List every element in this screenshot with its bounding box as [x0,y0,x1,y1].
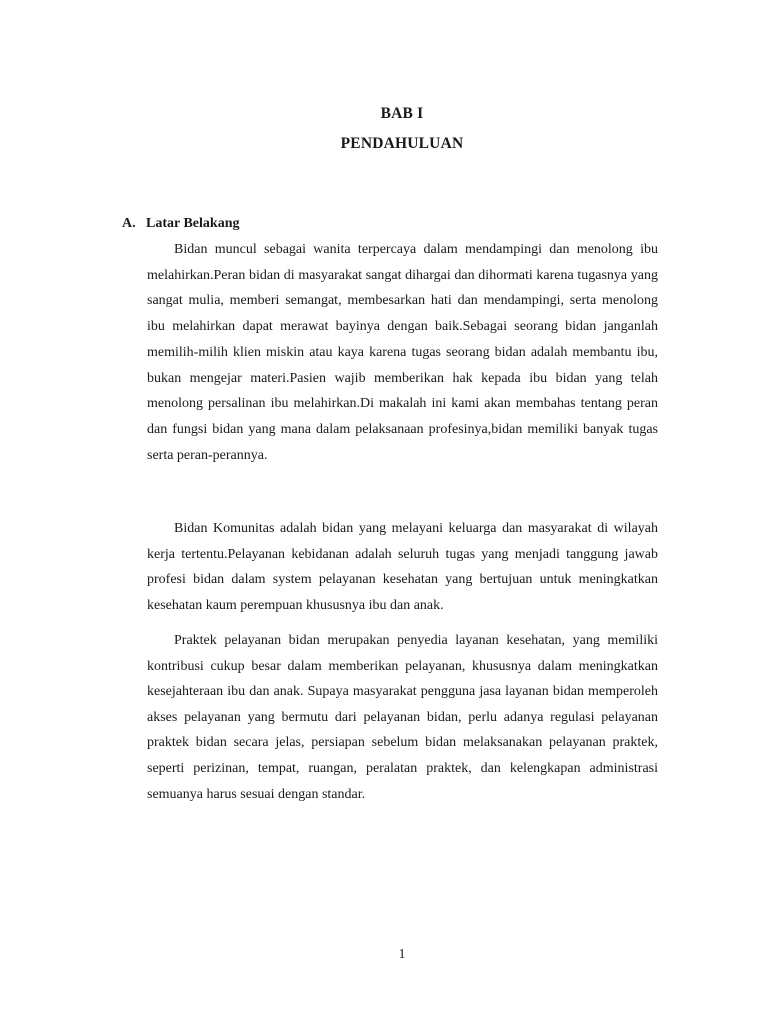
section-letter: A. [122,216,136,231]
page-number: 1 [398,947,406,962]
chapter-title: PENDAHULUAN [340,135,464,152]
paragraph-3: Praktek pelayanan bidan merupakan penyedia layanan kesehatan, yang memiliki kontribusi cukup besar dalam memberikan pelayanan, khususnya dalam meningkatkan kesejahteraan ibu dan anak. Supaya masyarakat pengguna jasa layanan bidan memperoleh akses pelayanan yang bermutu dari pelayanan bidan, perlu adanya regulasi pelayanan praktek bidan secara jelas, persiapan sebelum bidan melaksanakan pelayanan praktek, seperti perizinan, tempat, ruangan, peralatan praktek, dan kelengkapan administrasi semuanya harus sesuai dengan standar. [147,633,658,802]
section-heading [122,216,239,232]
chapter-number: BAB I [380,105,424,122]
paragraph-2: Bidan Komunitas adalah bidan yang melayani keluarga dan masyarakat di wilayah kerja tertentu.Pelayanan kebidanan adalah seluruh tugas yang menjadi tanggung jawab profesi bidan dalam system pelayanan kesehatan yang bertujuan untuk meningkatkan kesehatan kaum perempuan khususnya ibu dan anak. [147,521,658,614]
section-title: Latar Belakang [146,216,240,231]
paragraph-1: Bidan muncul sebagai wanita terpercaya dalam mendampingi dan menolong ibu melahirkan.Peran bidan di masyarakat sangat dihargai dan dihormati karena tugasnya yang sangat mulia, memberi semangat, membesarkan hati dan mendampingi, serta menolong ibu melahirkan dapat merawat bayinya dengan baik.Sebagai seorang bidan janganlah memilih-milih klien miskin atau kaya karena tugas seorang bidan adalah membantu ibu, bukan mengejar materi.Pasien wajib memberikan hak kepada ibu bidan yang telah menolong persalinan ibu melahirkan.Di makalah ini kami akan membahas tentang peran dan fungsi bidan yang mana dalam pelaksanaan profesinya,bidan memiliki banyak tugas serta peran-perannya. [147,242,658,463]
